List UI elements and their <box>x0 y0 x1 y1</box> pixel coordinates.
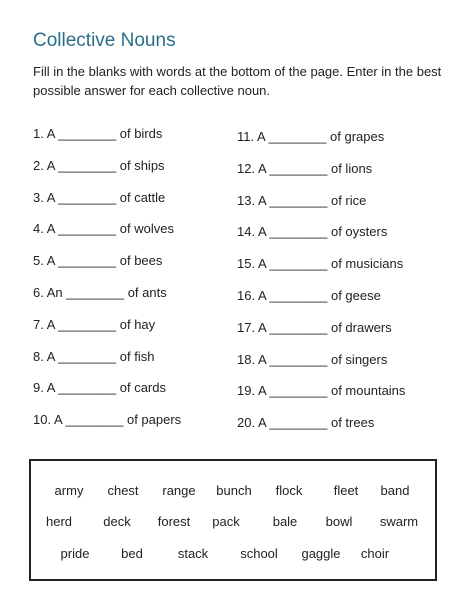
page-title: Collective Nouns <box>33 30 176 51</box>
word-bank-item: range <box>162 483 196 498</box>
question-item: 17. A ________ of drawers <box>237 319 392 335</box>
word-bank-item: bale <box>272 514 298 529</box>
question-item: 8. A ________ of fish <box>33 348 155 364</box>
questions-left-column <box>33 126 181 444</box>
question-item: 19. A ________ of mountains <box>237 383 406 399</box>
word-bank-item: swarm <box>379 514 419 529</box>
word-bank-item: stack <box>177 546 209 561</box>
question-item: 4. A ________ of wolves <box>33 221 174 237</box>
word-bank-item: choir <box>360 546 390 561</box>
word-bank-item: chest <box>107 483 139 498</box>
word-bank-item: school <box>240 546 278 561</box>
question-item: 9. A ________ of cards <box>33 380 166 396</box>
word-bank-item: fleet <box>333 483 359 498</box>
word-bank-box <box>29 459 437 581</box>
question-item: 2. A ________ of ships <box>33 157 165 173</box>
word-bank-item: deck <box>103 514 131 529</box>
question-item: 7. A ________ of hay <box>33 316 156 332</box>
question-item: 10. A ________ of papers <box>33 412 182 428</box>
question-item: 6. An ________ of ants <box>33 284 167 300</box>
question-item: 5. A ________ of bees <box>33 253 163 269</box>
question-item: 15. A ________ of musicians <box>237 256 404 272</box>
word-bank-item: gaggle <box>301 546 341 561</box>
question-item: 18. A ________ of singers <box>237 351 388 367</box>
question-item: 11. A ________ of grapes <box>237 129 385 144</box>
word-bank-item: bed <box>121 546 143 561</box>
word-bank-item: forest <box>157 514 191 529</box>
question-item: 20. A ________ of trees <box>237 415 375 431</box>
word-bank-item: herd <box>45 514 73 529</box>
question-item: 16. A ________ of geese <box>237 287 381 303</box>
word-bank-item: band <box>380 483 410 498</box>
word-bank-item: pack <box>212 514 240 529</box>
word-bank-item: army <box>54 483 84 498</box>
word-bank-item: bunch <box>216 483 252 498</box>
question-item: 13. A ________ of rice <box>237 192 367 208</box>
questions-right-column <box>237 129 405 447</box>
instructions: Fill in the blanks with words at the bottom of the page. Enter in the best possible answer for each collective noun. <box>33 64 442 98</box>
question-item: 12. A ________ of lions <box>237 160 373 176</box>
question-item: 1. A ________ of birds <box>33 126 163 141</box>
word-bank-item: flock <box>275 483 303 498</box>
word-bank-item: bowl <box>325 514 353 529</box>
question-item: 3. A ________ of cattle <box>33 189 166 205</box>
word-bank-item: pride <box>60 546 90 561</box>
question-item: 14. A ________ of oysters <box>237 224 388 240</box>
